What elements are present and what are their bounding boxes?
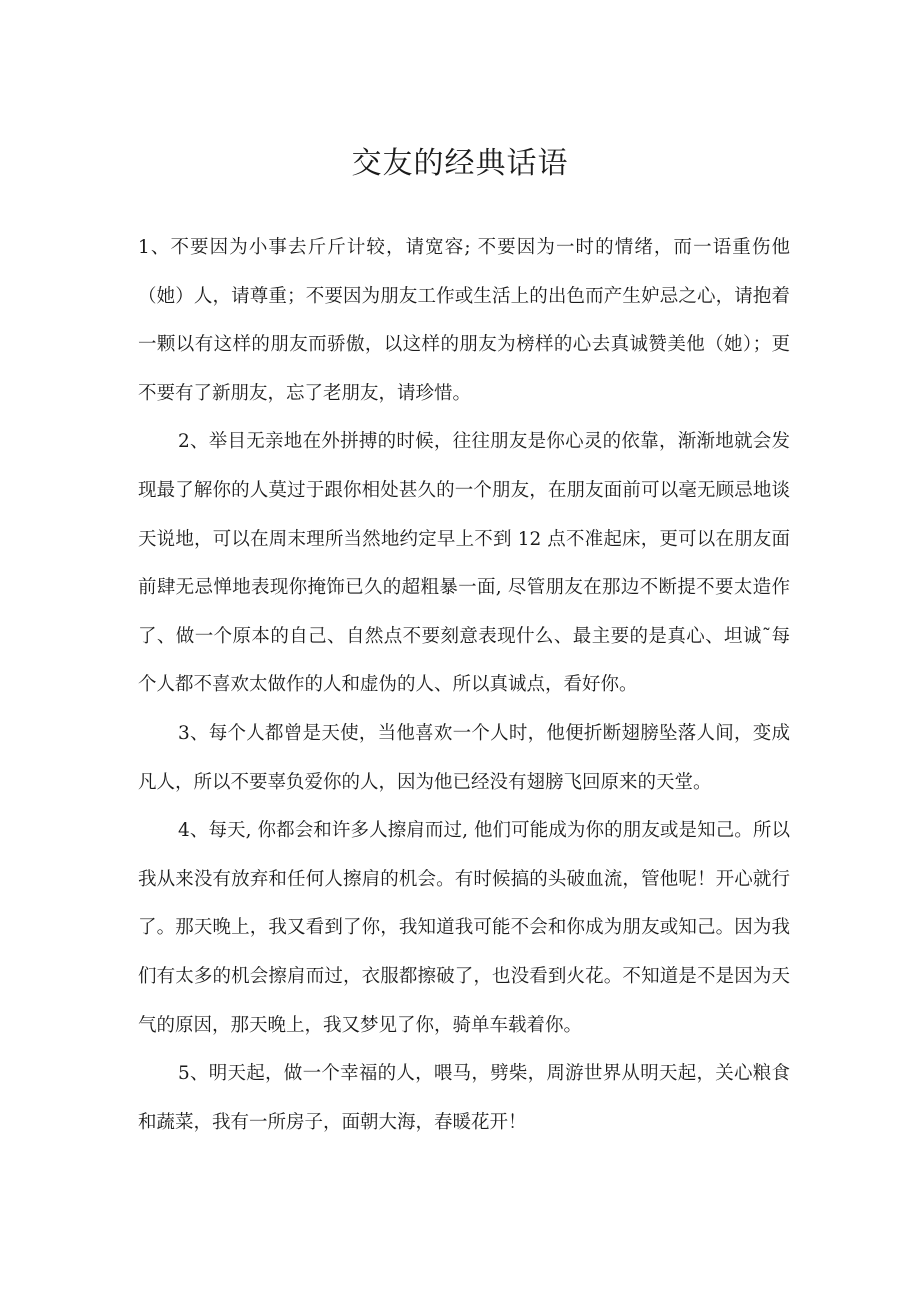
paragraph-2: 2、举目无亲地在外拼搏的时候，往往朋友是你心灵的依靠，渐渐地就会发现最了解你的人莫过于跟你相处甚久的一个朋友，在朋友面前可以毫无顾忌地谈天说地，可以在周末理所当然地约定早上不到 12 点不准起床，更可以在朋友面前肆无忌惮地表现你掩饰已久的超粗暴一面, 尽管朋友在那边不断提不要太造作了、做一个原本的自己、自然点不要刻意表现什么、最主要的是真心、坦诚˜每个人都不喜欢太做作的人和虚伪的人、所以真诚点，看好你。 — [138, 431, 790, 696]
paragraph-4: 4、每天, 你都会和许多人擦肩而过, 他们可能成为你的朋友或是知己。所以我从来没有放弃和任何人擦肩的机会。有时候搞的头破血流，管他呢！开心就行了。那天晚上，我又看到了你，我知道我可能不会和你成为朋友或知己。因为我们有太多的机会擦肩而过，衣服都擦破了，也没看到火花。不知道是不是因为天气的原因，那天晚上，我又梦见了你，骑单车载着你。 — [138, 820, 790, 1036]
paragraph-1: 1、不要因为小事去斤斤计较，请宽容; 不要因为一时的情绪，而一语重伤他（她）人，请尊重；不要因为朋友工作或生活上的出色而产生妒忌之心，请抱着一颗以有这样的朋友而骄傲，以这样的朋友为榜样的心去真诚赞美他（她）；更不要有了新朋友，忘了老朋友，请珍惜。 — [138, 237, 790, 404]
document-title: 交友的经典话语 — [351, 146, 569, 181]
paragraph-3: 3、每个人都曾是天使，当他喜欢一个人时，他便折断翅膀坠落人间，变成凡人，所以不要辜负爱你的人，因为他已经没有翅膀飞回原来的天堂。 — [138, 722, 790, 793]
paragraph-5: 5、明天起，做一个幸福的人，喂马，劈柴，周游世界从明天起，关心粮食和蔬菜，我有一所房子，面朝大海，春暖花开！ — [138, 1063, 790, 1133]
document-body — [138, 224, 790, 1147]
